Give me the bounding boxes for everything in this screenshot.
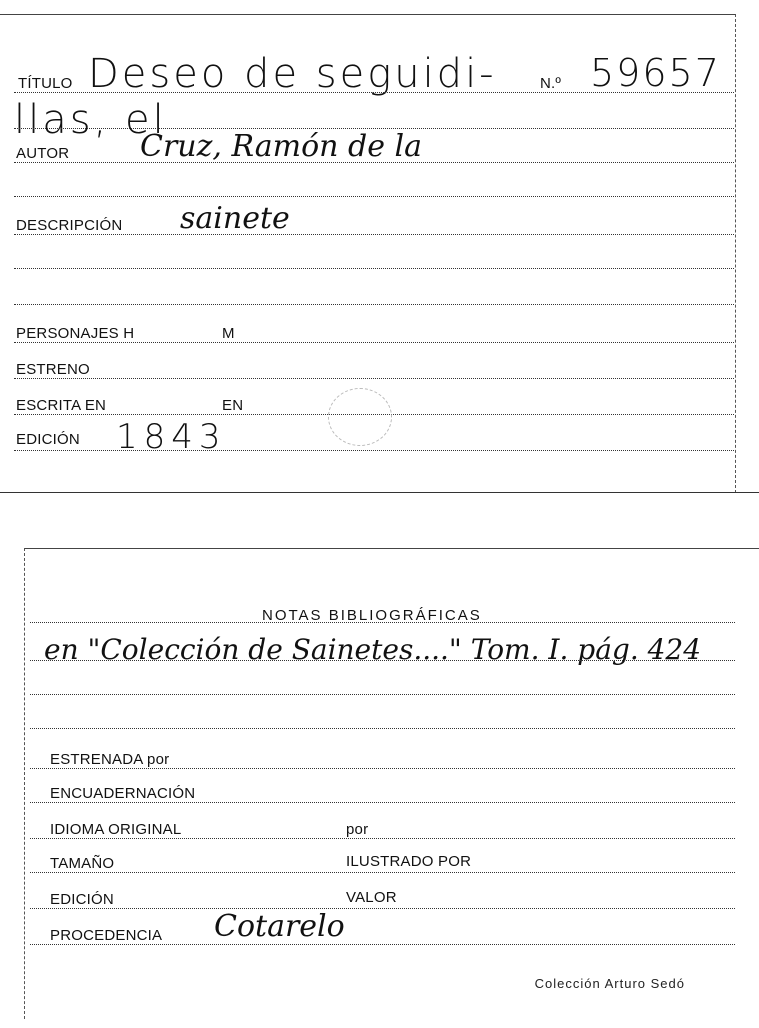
procedencia-label: PROCEDENCIA — [50, 927, 163, 944]
estrenada-label: ESTRENADA por — [50, 751, 170, 768]
titulo-value-line2: llas, el — [14, 97, 167, 143]
titulo-label: TÍTULO — [18, 75, 73, 92]
notas-rule — [30, 622, 735, 623]
autor-rule-2 — [14, 196, 734, 197]
numero-label: N.º — [540, 75, 562, 92]
edicion-rule — [14, 450, 734, 451]
valor-label: VALOR — [346, 889, 397, 906]
autor-label: AUTOR — [16, 145, 70, 162]
estreno-label: ESTRENO — [16, 361, 90, 378]
encuadernacion-label: ENCUADERNACIÓN — [50, 785, 196, 802]
edicion-bottom-rule — [30, 908, 735, 909]
autor-value: Cruz, Ramón de la — [140, 129, 422, 164]
en-label: EN — [222, 397, 244, 414]
descripcion-rule — [14, 234, 734, 235]
titulo-value-line1: Deseo de seguidi- — [88, 51, 497, 97]
notas-rule-3 — [30, 694, 735, 695]
card-top-bottom-edge — [0, 492, 759, 493]
tamano-label: TAMAÑO — [50, 855, 115, 872]
edicion-label: EDICIÓN — [16, 431, 80, 448]
notas-rule-2 — [30, 660, 735, 661]
numero-value: 59657 — [590, 51, 721, 95]
escrita-en-label: ESCRITA EN — [16, 397, 107, 414]
paper-smudge — [328, 388, 392, 446]
idioma-label: IDIOMA ORIGINAL — [50, 821, 182, 838]
notas-heading: NOTAS BIBLIOGRÁFICAS — [262, 607, 482, 624]
autor-rule — [14, 162, 734, 163]
notas-value: en "Colección de Sainetes...." Tom. I. pág. 424 — [44, 633, 702, 666]
por-label: por — [346, 821, 369, 838]
tamano-rule — [30, 872, 735, 873]
procedencia-rule — [30, 944, 735, 945]
descripcion-value: sainete — [180, 201, 290, 236]
collection-credit: Colección Arturo Sedó — [534, 976, 685, 991]
idioma-rule — [30, 838, 735, 839]
encuadernacion-rule — [30, 802, 735, 803]
personajes-label: PERSONAJES H — [16, 325, 135, 342]
descripcion-rule-2 — [14, 268, 734, 269]
edicion-value: 1843 — [116, 417, 227, 457]
notas-rule-4 — [30, 728, 735, 729]
personajes-m-label: M — [222, 325, 235, 342]
personajes-rule — [14, 342, 734, 343]
ilustrado-label: ILUSTRADO POR — [346, 853, 472, 870]
edicion-bottom-label: EDICIÓN — [50, 891, 114, 908]
estreno-rule — [14, 378, 734, 379]
descripcion-label: DESCRIPCIÓN — [16, 217, 123, 234]
descripcion-rule-3 — [14, 304, 734, 305]
estrenada-rule — [30, 768, 735, 769]
procedencia-value: Cotarelo — [214, 909, 345, 944]
titulo-rule — [14, 92, 734, 93]
